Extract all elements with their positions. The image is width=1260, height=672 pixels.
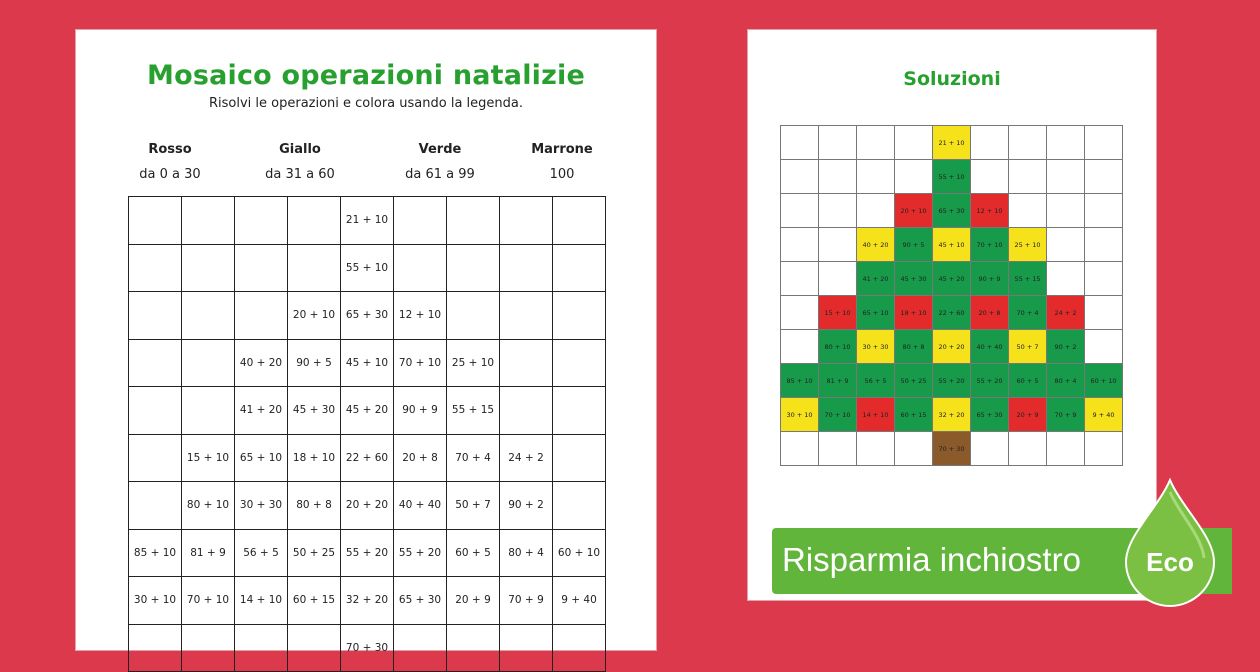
solution-cell <box>781 126 819 160</box>
solution-cell: 85 + 10 <box>781 364 819 398</box>
solution-cell: 40 + 40 <box>971 330 1009 364</box>
solution-cell <box>1047 262 1085 296</box>
mosaic-cell <box>129 244 182 292</box>
mosaic-cell <box>447 624 500 672</box>
solution-cell: 15 + 10 <box>819 296 857 330</box>
solution-cell <box>895 126 933 160</box>
mosaic-cell: 41 + 20 <box>235 387 288 435</box>
solution-cell: 45 + 10 <box>933 228 971 262</box>
mosaic-cell: 45 + 10 <box>341 339 394 387</box>
solution-cell <box>1085 296 1123 330</box>
mosaic-cell: 55 + 15 <box>447 387 500 435</box>
mosaic-cell <box>394 197 447 245</box>
mosaic-cell: 22 + 60 <box>341 434 394 482</box>
mosaic-cell: 32 + 20 <box>341 577 394 625</box>
mosaic-cell <box>129 339 182 387</box>
solution-row <box>781 364 1123 398</box>
mosaic-cell <box>235 197 288 245</box>
mosaic-row <box>129 292 606 340</box>
solution-cell <box>895 160 933 194</box>
solution-cell: 21 + 10 <box>933 126 971 160</box>
solution-cell <box>819 194 857 228</box>
mosaic-cell: 18 + 10 <box>288 434 341 482</box>
solution-cell: 60 + 5 <box>1009 364 1047 398</box>
solution-cell <box>971 160 1009 194</box>
mosaic-cell <box>500 387 553 435</box>
mosaic-cell: 56 + 5 <box>235 529 288 577</box>
solution-cell <box>1009 194 1047 228</box>
solution-cell: 30 + 30 <box>857 330 895 364</box>
mosaic-cell: 30 + 30 <box>235 482 288 530</box>
solution-cell <box>857 160 895 194</box>
mosaic-cell: 80 + 10 <box>182 482 235 530</box>
solution-cell <box>1047 432 1085 466</box>
mosaic-cell <box>447 292 500 340</box>
solution-cell: 32 + 20 <box>933 398 971 432</box>
mosaic-cell: 50 + 25 <box>288 529 341 577</box>
solution-cell: 90 + 9 <box>971 262 1009 296</box>
solutions-page <box>748 30 1156 600</box>
mosaic-cell: 9 + 40 <box>553 577 606 625</box>
legend-color-name: Rosso <box>148 142 192 157</box>
mosaic-row <box>129 339 606 387</box>
solution-cell: 12 + 10 <box>971 194 1009 228</box>
mosaic-cell: 60 + 5 <box>447 529 500 577</box>
solution-cell <box>971 432 1009 466</box>
solution-cell: 25 + 10 <box>1009 228 1047 262</box>
mosaic-cell <box>447 244 500 292</box>
mosaic-row <box>129 387 606 435</box>
eco-drop-icon <box>1122 478 1218 608</box>
legend-range: da 61 a 99 <box>405 167 475 182</box>
mosaic-cell: 45 + 30 <box>288 387 341 435</box>
solution-cell: 60 + 15 <box>895 398 933 432</box>
mosaic-cell: 45 + 20 <box>341 387 394 435</box>
mosaic-cell <box>553 244 606 292</box>
mosaic-row <box>129 244 606 292</box>
solution-cell <box>1047 160 1085 194</box>
solution-cell: 80 + 10 <box>819 330 857 364</box>
mosaic-cell: 21 + 10 <box>341 197 394 245</box>
solution-cell <box>819 228 857 262</box>
solution-cell: 50 + 7 <box>1009 330 1047 364</box>
mosaic-cell <box>553 624 606 672</box>
mosaic-cell: 12 + 10 <box>394 292 447 340</box>
legend-color-name: Giallo <box>279 142 321 157</box>
solution-cell: 40 + 20 <box>857 228 895 262</box>
solution-cell <box>781 228 819 262</box>
eco-badge-label: Eco <box>1146 547 1194 577</box>
solution-cell <box>857 126 895 160</box>
solution-cell <box>1009 432 1047 466</box>
solution-cell <box>1047 228 1085 262</box>
solution-row <box>781 126 1123 160</box>
solution-cell: 56 + 5 <box>857 364 895 398</box>
mosaic-cell: 50 + 7 <box>447 482 500 530</box>
mosaic-cell: 25 + 10 <box>447 339 500 387</box>
solutions-title: Soluzioni <box>903 68 1001 90</box>
mosaic-cell: 80 + 4 <box>500 529 553 577</box>
mosaic-cell: 20 + 9 <box>447 577 500 625</box>
mosaic-cell: 70 + 30 <box>341 624 394 672</box>
solution-cell <box>1085 160 1123 194</box>
eco-banner-text: Risparmia inchiostro <box>782 541 1081 578</box>
legend-giallo <box>250 142 350 182</box>
solution-cell: 20 + 9 <box>1009 398 1047 432</box>
mosaic-cell: 65 + 30 <box>341 292 394 340</box>
mosaic-row <box>129 624 606 672</box>
solution-cell: 18 + 10 <box>895 296 933 330</box>
mosaic-cell: 85 + 10 <box>129 529 182 577</box>
mosaic-cell: 70 + 9 <box>500 577 553 625</box>
mosaic-cell <box>500 624 553 672</box>
solution-cell: 70 + 4 <box>1009 296 1047 330</box>
mosaic-cell: 20 + 20 <box>341 482 394 530</box>
mosaic-cell <box>129 624 182 672</box>
mosaic-cell <box>394 624 447 672</box>
solution-cell <box>819 432 857 466</box>
mosaic-cell: 65 + 30 <box>394 577 447 625</box>
mosaic-cell: 60 + 10 <box>553 529 606 577</box>
solution-cell <box>857 432 895 466</box>
mosaic-cell <box>129 387 182 435</box>
mosaic-cell: 70 + 4 <box>447 434 500 482</box>
mosaic-cell: 70 + 10 <box>182 577 235 625</box>
legend-range: 100 <box>549 167 575 182</box>
solution-cell <box>1085 262 1123 296</box>
solution-row <box>781 194 1123 228</box>
mosaic-cell <box>500 339 553 387</box>
legend-verde <box>390 142 490 182</box>
solution-cell: 81 + 9 <box>819 364 857 398</box>
mosaic-cell: 15 + 10 <box>182 434 235 482</box>
solution-cell: 80 + 4 <box>1047 364 1085 398</box>
solution-cell <box>971 126 1009 160</box>
mosaic-cell <box>288 624 341 672</box>
solution-row <box>781 398 1123 432</box>
solution-cell <box>1085 330 1123 364</box>
solution-cell: 20 + 10 <box>895 194 933 228</box>
mosaic-cell <box>129 482 182 530</box>
mosaic-cell <box>553 292 606 340</box>
mosaic-cell <box>553 482 606 530</box>
mosaic-cell <box>288 197 341 245</box>
mosaic-cell <box>182 624 235 672</box>
solution-cell <box>1047 126 1085 160</box>
solution-cell <box>1009 126 1047 160</box>
solution-cell <box>819 262 857 296</box>
mosaic-cell: 65 + 10 <box>235 434 288 482</box>
solution-cell: 41 + 20 <box>857 262 895 296</box>
mosaic-cell <box>182 339 235 387</box>
solution-cell <box>1009 160 1047 194</box>
solution-cell: 55 + 20 <box>971 364 1009 398</box>
solution-cell: 20 + 20 <box>933 330 971 364</box>
solution-cell <box>819 126 857 160</box>
solution-cell <box>857 194 895 228</box>
mosaic-row <box>129 434 606 482</box>
solution-cell: 24 + 2 <box>1047 296 1085 330</box>
mosaic-cell <box>394 244 447 292</box>
mosaic-cell <box>182 387 235 435</box>
mosaic-cell: 55 + 20 <box>341 529 394 577</box>
solution-cell: 22 + 60 <box>933 296 971 330</box>
mosaic-cell <box>447 197 500 245</box>
solution-cell: 65 + 10 <box>857 296 895 330</box>
mosaic-cell: 40 + 20 <box>235 339 288 387</box>
solution-cell <box>1085 432 1123 466</box>
solution-cell <box>819 160 857 194</box>
solution-cell <box>781 160 819 194</box>
solution-cell <box>781 296 819 330</box>
mosaic-cell: 90 + 2 <box>500 482 553 530</box>
worksheet-subtitle: Risolvi le operazioni e colora usando la legenda. <box>208 96 523 111</box>
mosaic-cell <box>235 244 288 292</box>
solution-cell: 20 + 8 <box>971 296 1009 330</box>
mosaic-cell <box>182 292 235 340</box>
legend-range: da 31 a 60 <box>265 167 335 182</box>
solution-row <box>781 262 1123 296</box>
mosaic-cell <box>235 292 288 340</box>
solution-cell <box>1085 126 1123 160</box>
solution-cell: 50 + 25 <box>895 364 933 398</box>
mosaic-cell: 14 + 10 <box>235 577 288 625</box>
solution-cell: 70 + 30 <box>933 432 971 466</box>
solution-cell: 70 + 10 <box>971 228 1009 262</box>
solution-cell: 80 + 8 <box>895 330 933 364</box>
solution-row <box>781 160 1123 194</box>
mosaic-cell <box>288 244 341 292</box>
solution-cell: 65 + 30 <box>971 398 1009 432</box>
solution-cell <box>781 262 819 296</box>
solution-cell <box>781 432 819 466</box>
mosaic-cell <box>500 197 553 245</box>
solution-cell: 9 + 40 <box>1085 398 1123 432</box>
mosaic-cell <box>235 624 288 672</box>
mosaic-row <box>129 197 606 245</box>
mosaic-row <box>129 482 606 530</box>
solution-cell: 70 + 10 <box>819 398 857 432</box>
solution-cell: 30 + 10 <box>781 398 819 432</box>
solution-cell: 90 + 5 <box>895 228 933 262</box>
mosaic-row <box>129 577 606 625</box>
solution-cell <box>895 432 933 466</box>
solution-row <box>781 296 1123 330</box>
mosaic-cell <box>553 434 606 482</box>
mosaic-grid <box>128 196 606 672</box>
worksheet-page <box>76 30 656 654</box>
solution-cell <box>781 194 819 228</box>
mosaic-cell <box>500 244 553 292</box>
solution-cell: 60 + 10 <box>1085 364 1123 398</box>
solution-cell <box>781 330 819 364</box>
mosaic-cell <box>500 292 553 340</box>
mosaic-cell: 24 + 2 <box>500 434 553 482</box>
legend-color-name: Marrone <box>531 142 593 157</box>
legend-color-name: Verde <box>418 142 462 157</box>
mosaic-cell: 81 + 9 <box>182 529 235 577</box>
mosaic-cell <box>129 434 182 482</box>
mosaic-cell: 60 + 15 <box>288 577 341 625</box>
solution-cell <box>1085 194 1123 228</box>
mosaic-cell: 90 + 5 <box>288 339 341 387</box>
solution-cell: 70 + 9 <box>1047 398 1085 432</box>
mosaic-cell: 20 + 8 <box>394 434 447 482</box>
mosaic-cell: 80 + 8 <box>288 482 341 530</box>
mosaic-cell <box>182 197 235 245</box>
mosaic-cell <box>129 292 182 340</box>
solution-row <box>781 330 1123 364</box>
mosaic-cell <box>553 387 606 435</box>
mosaic-cell: 70 + 10 <box>394 339 447 387</box>
solution-cell <box>1085 228 1123 262</box>
mosaic-cell: 40 + 40 <box>394 482 447 530</box>
solution-cell: 55 + 10 <box>933 160 971 194</box>
mosaic-cell: 90 + 9 <box>394 387 447 435</box>
solutions-grid <box>780 125 1123 466</box>
worksheet-title: Mosaico operazioni natalizie <box>147 60 585 91</box>
solution-cell: 14 + 10 <box>857 398 895 432</box>
solution-cell: 45 + 30 <box>895 262 933 296</box>
mosaic-cell: 55 + 20 <box>394 529 447 577</box>
mosaic-row <box>129 529 606 577</box>
mosaic-cell: 55 + 10 <box>341 244 394 292</box>
solution-cell: 90 + 2 <box>1047 330 1085 364</box>
solution-row <box>781 228 1123 262</box>
legend-marrone <box>512 142 612 182</box>
mosaic-cell: 20 + 10 <box>288 292 341 340</box>
mosaic-cell: 30 + 10 <box>129 577 182 625</box>
solution-cell <box>1047 194 1085 228</box>
solution-cell: 45 + 20 <box>933 262 971 296</box>
legend-range: da 0 a 30 <box>139 167 201 182</box>
mosaic-cell <box>553 339 606 387</box>
mosaic-cell <box>182 244 235 292</box>
legend-rosso <box>120 142 220 182</box>
solution-cell: 55 + 15 <box>1009 262 1047 296</box>
mosaic-cell <box>129 197 182 245</box>
solution-row <box>781 432 1123 466</box>
solution-cell: 55 + 20 <box>933 364 971 398</box>
solution-cell: 65 + 30 <box>933 194 971 228</box>
mosaic-cell <box>553 197 606 245</box>
